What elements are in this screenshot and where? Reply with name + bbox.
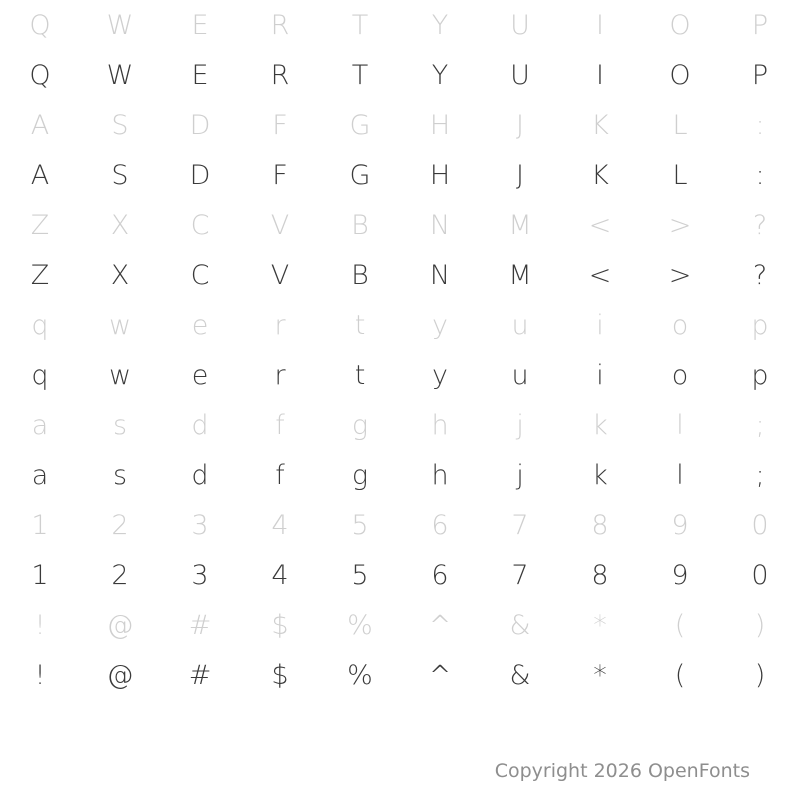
glyph-row [0, 150, 800, 200]
glyph-cell: E [191, 59, 209, 91]
glyph-cell: # [188, 609, 212, 641]
glyph-cell: S [111, 159, 129, 191]
glyph-cell: I [596, 59, 604, 91]
glyph-cell: 4 [271, 559, 289, 591]
glyph-cell: ^ [428, 659, 452, 691]
glyph-cell: d [191, 409, 209, 441]
glyph-cell: K [591, 159, 609, 191]
glyph-cell: : [755, 109, 765, 141]
glyph-cell: B [351, 259, 369, 291]
glyph-row [0, 450, 800, 500]
glyph-cell: a [31, 409, 49, 441]
glyph-cell: o [671, 359, 689, 391]
glyph-cell: p [751, 359, 769, 391]
glyph-cell: C [190, 209, 210, 241]
glyph-row [0, 0, 800, 50]
glyph-row [0, 200, 800, 250]
glyph-cell: ( [674, 659, 686, 691]
glyph-cell: @ [106, 659, 134, 691]
glyph-cell: 3 [191, 559, 209, 591]
glyph-cell: h [431, 459, 449, 491]
glyph-cell: V [270, 259, 290, 291]
glyph-cell: g [351, 459, 369, 491]
glyph-cell: A [30, 159, 50, 191]
glyph-cell: 3 [191, 509, 209, 541]
glyph-cell: T [351, 59, 369, 91]
glyph-cell: ; [755, 459, 765, 491]
glyph-cell: ! [34, 609, 46, 641]
glyph-cell: u [511, 309, 529, 341]
glyph-cell: k [592, 409, 608, 441]
glyph-cell: P [751, 59, 769, 91]
glyph-cell: j [516, 459, 524, 491]
glyph-cell: H [429, 159, 451, 191]
glyph-row [0, 50, 800, 100]
glyph-cell: 7 [511, 559, 529, 591]
glyph-cell: U [510, 9, 530, 41]
glyph-cell: > [668, 209, 692, 241]
glyph-cell: y [432, 309, 448, 341]
glyph-cell: E [191, 9, 209, 41]
glyph-cell: L [672, 109, 688, 141]
glyph-cell: G [349, 159, 371, 191]
glyph-cell: > [668, 259, 692, 291]
glyph-cell: t [354, 309, 366, 341]
copyright-notice: Copyright 2026 OpenFonts [494, 760, 750, 782]
glyph-cell: a [31, 459, 49, 491]
glyph-cell: F [272, 159, 288, 191]
glyph-row [0, 250, 800, 300]
glyph-cell: 8 [591, 559, 609, 591]
glyph-cell: % [347, 659, 373, 691]
glyph-cell: p [751, 309, 769, 341]
glyph-cell: D [189, 109, 211, 141]
glyph-cell: W [106, 9, 134, 41]
glyph-cell: J [516, 159, 524, 191]
glyph-cell: i [596, 309, 604, 341]
glyph-cell: A [30, 109, 50, 141]
glyph-cell: y [432, 359, 448, 391]
glyph-cell: 7 [511, 509, 529, 541]
glyph-cell: w [108, 309, 132, 341]
glyph-cell: 2 [111, 509, 129, 541]
glyph-cell: 6 [431, 559, 449, 591]
glyph-cell: r [274, 359, 286, 391]
glyph-cell: $ [271, 659, 289, 691]
glyph-cell: F [272, 109, 288, 141]
glyph-cell: W [106, 59, 134, 91]
glyph-cell: < [588, 209, 612, 241]
glyph-cell: 4 [271, 509, 289, 541]
glyph-cell: O [669, 59, 691, 91]
glyph-cell: < [588, 259, 612, 291]
glyph-cell: L [672, 159, 688, 191]
glyph-cell: ( [674, 609, 686, 641]
glyph-cell: l [676, 459, 684, 491]
glyph-cell: h [431, 409, 449, 441]
glyph-cell: f [275, 459, 285, 491]
glyph-cell: j [516, 409, 524, 441]
glyph-cell: M [508, 259, 532, 291]
glyph-cell: & [509, 609, 531, 641]
glyph-cell: Y [431, 9, 449, 41]
glyph-cell: * [593, 609, 607, 641]
glyph-cell: B [351, 209, 369, 241]
glyph-cell: K [591, 109, 609, 141]
glyph-row [0, 350, 800, 400]
glyph-cell: w [108, 359, 132, 391]
glyph-cell: R [270, 59, 290, 91]
glyph-row [0, 600, 800, 650]
glyph-cell: ? [752, 209, 768, 241]
glyph-cell: s [112, 409, 128, 441]
glyph-cell: V [270, 209, 290, 241]
glyph-cell: g [351, 409, 369, 441]
glyph-cell: N [429, 209, 451, 241]
glyph-row [0, 100, 800, 150]
glyph-cell: 6 [431, 509, 449, 541]
glyph-cell: 1 [31, 509, 49, 541]
glyph-cell: P [751, 9, 769, 41]
glyph-cell: R [270, 9, 290, 41]
glyph-cell: S [111, 109, 129, 141]
glyph-cell: i [596, 359, 604, 391]
glyph-cell: 9 [671, 509, 689, 541]
glyph-row [0, 550, 800, 600]
glyph-cell: Z [30, 259, 50, 291]
glyph-cell: ) [754, 609, 766, 641]
glyph-cell: ) [754, 659, 766, 691]
glyph-row [0, 400, 800, 450]
glyph-cell: X [110, 209, 130, 241]
glyph-row [0, 650, 800, 700]
glyph-cell: G [349, 109, 371, 141]
glyph-cell: * [593, 659, 607, 691]
glyph-cell: o [671, 309, 689, 341]
glyph-cell: # [188, 659, 212, 691]
glyph-cell: @ [106, 609, 134, 641]
glyph-cell: s [112, 459, 128, 491]
glyph-cell: 5 [351, 559, 369, 591]
glyph-cell: ^ [428, 609, 452, 641]
glyph-cell: N [429, 259, 451, 291]
glyph-cell: 1 [31, 559, 49, 591]
glyph-cell: Q [29, 59, 51, 91]
glyph-cell: O [669, 9, 691, 41]
glyph-cell: d [191, 459, 209, 491]
glyph-cell: U [510, 59, 530, 91]
glyph-cell: t [354, 359, 366, 391]
glyph-cell: k [592, 459, 608, 491]
glyph-cell: % [347, 609, 373, 641]
glyph-cell: 9 [671, 559, 689, 591]
glyph-cell: f [275, 409, 285, 441]
glyph-cell: q [31, 309, 49, 341]
glyph-cell: ! [34, 659, 46, 691]
glyph-cell: H [429, 109, 451, 141]
glyph-cell: & [509, 659, 531, 691]
glyph-cell: e [191, 309, 209, 341]
glyph-cell: M [508, 209, 532, 241]
glyph-cell: 0 [751, 559, 769, 591]
glyph-cell: $ [271, 609, 289, 641]
glyph-cell: D [189, 159, 211, 191]
glyph-row [0, 500, 800, 550]
glyph-cell: e [191, 359, 209, 391]
glyph-cell: r [274, 309, 286, 341]
glyph-cell: 8 [591, 509, 609, 541]
glyph-cell: C [190, 259, 210, 291]
glyph-cell: l [676, 409, 684, 441]
glyph-cell: u [511, 359, 529, 391]
glyph-cell: Z [30, 209, 50, 241]
glyph-cell: T [351, 9, 369, 41]
glyph-cell: 2 [111, 559, 129, 591]
glyph-cell: I [596, 9, 604, 41]
glyph-cell: ; [755, 409, 765, 441]
glyph-cell: ? [752, 259, 768, 291]
glyph-cell: : [755, 159, 765, 191]
glyph-cell: Q [29, 9, 51, 41]
glyph-cell: q [31, 359, 49, 391]
glyph-cell: X [110, 259, 130, 291]
glyph-cell: 0 [751, 509, 769, 541]
glyph-cell: Y [431, 59, 449, 91]
glyph-row [0, 300, 800, 350]
glyph-cell: 5 [351, 509, 369, 541]
glyph-cell: J [516, 109, 524, 141]
